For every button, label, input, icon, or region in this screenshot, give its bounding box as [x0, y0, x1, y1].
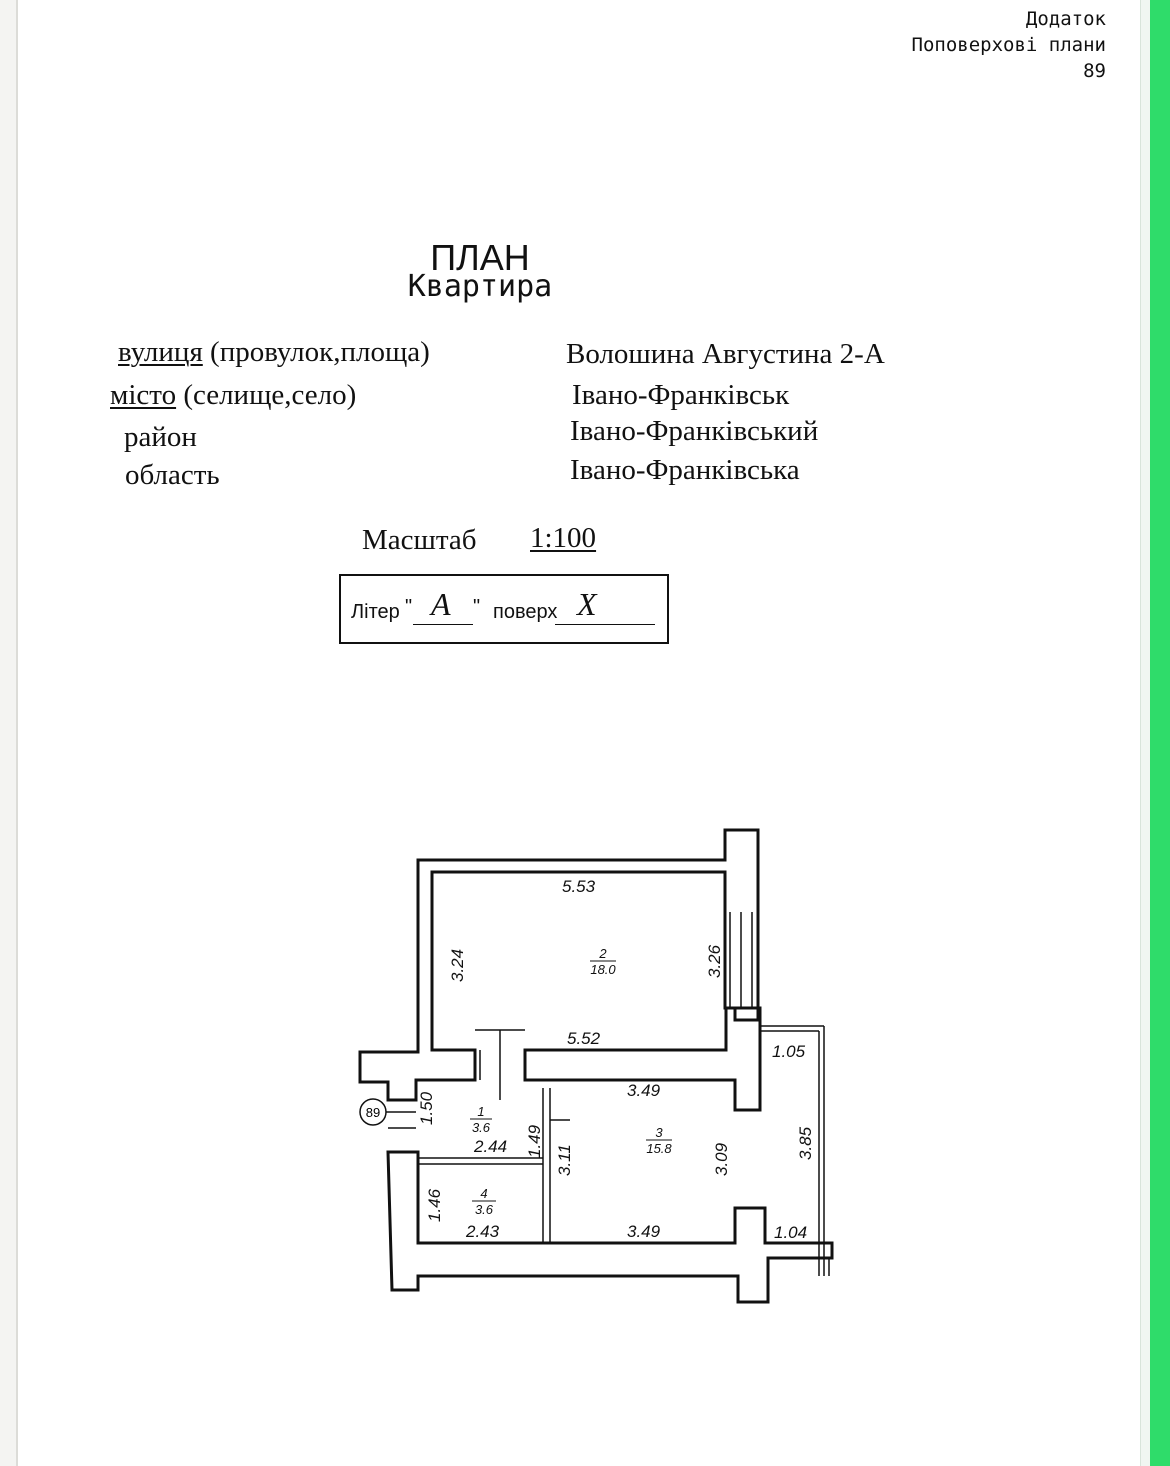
street-label-rest: (провулок,площа) — [202, 336, 430, 368]
dim-room2-right: 3.26 — [705, 944, 724, 978]
appendix-label: Додаток — [1025, 8, 1106, 30]
floor-label: поверх — [493, 601, 558, 623]
dim-room2-left: 3.24 — [448, 948, 467, 982]
dim-room4-left: 1.46 — [425, 1188, 444, 1222]
dimension-labels — [417, 877, 815, 1242]
room-2 — [590, 946, 616, 977]
street-value: Волошина Августина 2-А — [566, 338, 885, 370]
room-area: 3.6 — [471, 1120, 491, 1135]
room-number: 2 — [599, 946, 607, 961]
room-number: 4 — [480, 1186, 488, 1201]
appendix-page-number: 89 — [1083, 60, 1106, 82]
window-left-wall — [730, 912, 752, 1008]
scale-label: Масштаб — [362, 524, 477, 556]
district-value: Івано-Франківський — [570, 415, 819, 447]
dim-balcony-top: 1.05 — [772, 1042, 806, 1061]
dim-balcony-bottom: 1.04 — [774, 1223, 808, 1242]
room-area: 15.8 — [646, 1141, 672, 1156]
appendix-section: Поповерхові плани — [911, 34, 1106, 56]
room-number: 3 — [655, 1125, 663, 1140]
district-label: район — [124, 421, 197, 453]
room-4 — [472, 1186, 496, 1217]
liter-value: А — [431, 586, 451, 622]
axis-marker-label: 89 — [365, 1105, 381, 1120]
room-number: 1 — [477, 1104, 485, 1119]
dim-hall-width: 2.44 — [474, 1137, 508, 1156]
region-label: область — [125, 459, 220, 491]
dim-room3-top: 3.49 — [627, 1081, 661, 1100]
dim-room4-bottom: 2.43 — [466, 1222, 500, 1241]
room-area: 18.0 — [590, 962, 616, 977]
page-subtitle: Квартира — [407, 269, 553, 304]
room-area: 3.6 — [474, 1202, 494, 1217]
room-3 — [646, 1125, 672, 1156]
dim-room3-left: 3.11 — [555, 1144, 574, 1176]
liter-quote-close: " — [473, 596, 481, 618]
region-value: Івано-Франківська — [570, 454, 800, 486]
city-label-rest: (селище,село) — [176, 379, 357, 411]
dim-hall-left: 1.50 — [417, 1091, 436, 1125]
city-value: Івано-Франківськ — [572, 379, 790, 411]
dim-top-width: 5.53 — [562, 877, 596, 896]
dim-room2-bottom: 5.52 — [567, 1029, 601, 1048]
outer-walls — [360, 830, 832, 1302]
dim-balcony-side: 3.85 — [796, 1126, 815, 1160]
dim-hall-right: 1.49 — [525, 1124, 544, 1158]
axis-marker — [360, 1099, 416, 1125]
floor-value: Х — [577, 586, 597, 622]
city-label: місто — [110, 379, 177, 411]
page-title: ПЛАН — [430, 237, 530, 278]
street-label: вулиця — [118, 336, 203, 368]
liter-quote-open: " — [405, 596, 413, 618]
room-1 — [470, 1104, 492, 1135]
dim-room3-bottom: 3.49 — [627, 1222, 661, 1241]
scale-value: 1:100 — [530, 522, 597, 554]
liter-label: Літер — [351, 601, 400, 623]
dim-room3-right: 3.09 — [712, 1142, 731, 1176]
